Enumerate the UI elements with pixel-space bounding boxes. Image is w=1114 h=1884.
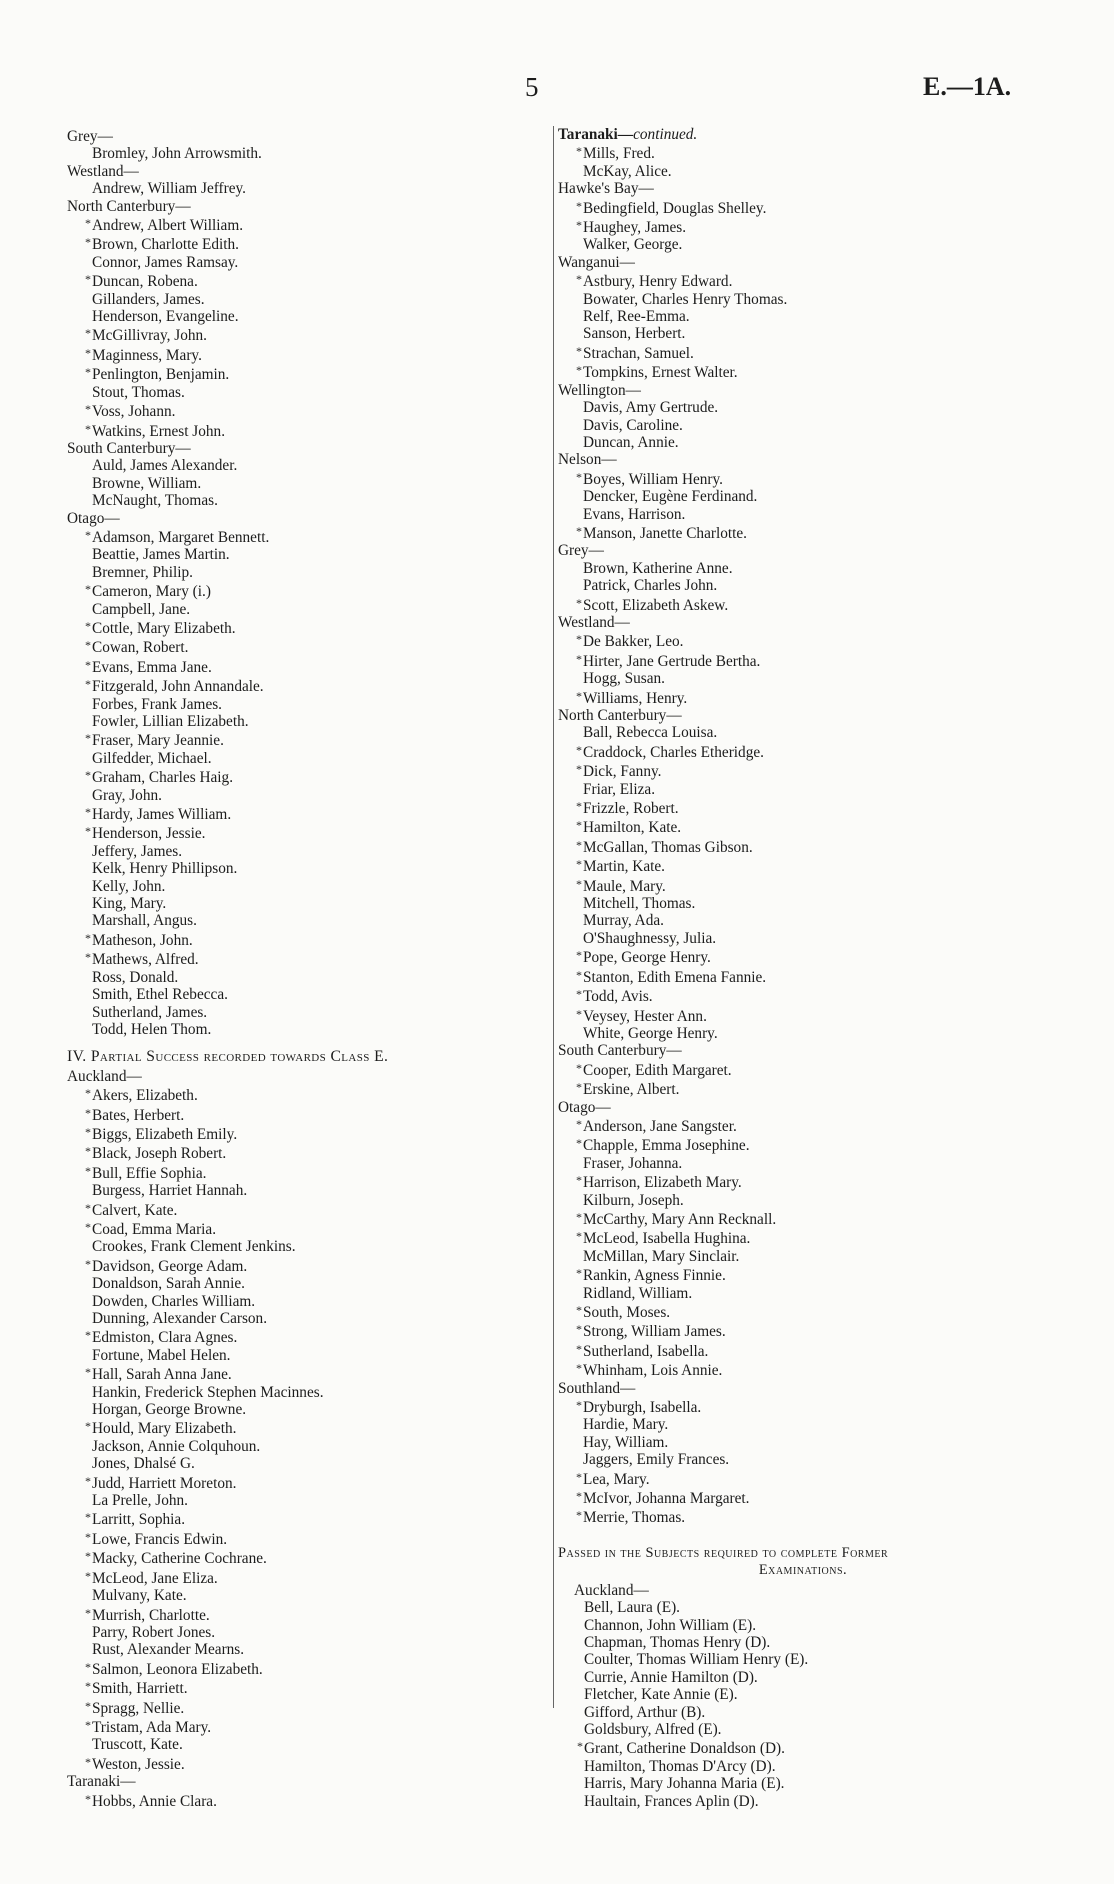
region-block (67, 1773, 537, 1810)
list-item: Haultain, Frances Aplin (D). (584, 1792, 759, 1810)
list-item: * Martin, Kate. (558, 856, 1048, 875)
list-item: * Calvert, Kate. (67, 1200, 537, 1219)
list-item: * Smith, Harriett. (67, 1678, 537, 1697)
list-item: La Prelle, John. (92, 1492, 189, 1510)
list-item: Bromley, John Arrowsmith. (92, 145, 262, 163)
continued-entries (558, 143, 1048, 180)
list-item: White, George Henry. (583, 1024, 718, 1042)
region-block (558, 1042, 1048, 1098)
list-item: Smith, Ethel Rebecca. (92, 986, 228, 1004)
list-item: * Erskine, Albert. (558, 1079, 1048, 1098)
list-item: Friar, Eliza. (583, 780, 656, 798)
list-item: * Whinham, Lois Annie. (558, 1360, 1048, 1379)
region-block (558, 1380, 1048, 1527)
list-item: * Macky, Catherine Cochrane. (67, 1548, 537, 1567)
region-block (558, 382, 1048, 452)
list-item: * McLeod, Jane Eliza. (67, 1568, 537, 1587)
list-item: * Adamson, Margaret Bennett. (67, 527, 537, 546)
list-item: * Bull, Effie Sophia. (67, 1163, 537, 1182)
list-item: * Cooper, Edith Margaret. (558, 1060, 1048, 1079)
list-item: * Cameron, Mary (i.) (67, 581, 537, 600)
list-item: Browne, William. (92, 474, 202, 492)
list-item: McKay, Alice. (583, 162, 672, 180)
list-item: Bowater, Charles Henry Thomas. (583, 290, 788, 308)
list-item: Gray, John. (92, 786, 162, 804)
list-item: Bell, Laura (E). (584, 1599, 680, 1617)
list-item: * Tompkins, Ernest Walter. (558, 362, 1048, 381)
list-item: * Murrish, Charlotte. (67, 1605, 537, 1624)
passed-section-heading (558, 1545, 1048, 1580)
list-item: * Henderson, Jessie. (67, 823, 537, 842)
list-item: * McLeod, Isabella Hughina. (558, 1228, 1048, 1247)
list-item: Currie, Annie Hamilton (D). (584, 1668, 758, 1686)
list-item: * McGallan, Thomas Gibson. (558, 837, 1048, 856)
region-block (558, 1099, 1048, 1380)
list-item: * Weston, Jessie. (67, 1754, 537, 1773)
left-column (67, 128, 537, 1810)
list-item: * Stanton, Edith Emena Fannie. (558, 967, 1048, 986)
list-item: * Maginness, Mary. (67, 345, 537, 364)
list-item: Coulter, Thomas William Henry (E). (584, 1651, 809, 1669)
region-heading: Wellington— (558, 381, 641, 399)
list-item: Marshall, Angus. (92, 912, 197, 930)
list-item: Harris, Mary Johanna Maria (E). (584, 1775, 785, 1793)
list-item: * Astbury, Henry Edward. (558, 271, 1048, 290)
continued-label: continued. (633, 126, 698, 143)
right-region-groups (558, 180, 1048, 1527)
list-item: Davis, Caroline. (583, 416, 683, 434)
list-item: Ross, Donald. (92, 968, 179, 986)
section-iv-heading: IV. Partial Success recorded towards Class E. (67, 1048, 389, 1066)
region-heading: North Canterbury— (67, 197, 191, 215)
region-heading: Wanganui— (558, 253, 635, 271)
list-item: * Voss, Johann. (67, 401, 537, 420)
list-item: Mulvany, Kate. (92, 1587, 187, 1605)
list-item: * Hall, Sarah Anna Jane. (67, 1364, 537, 1383)
list-item: Jeffery, James. (92, 842, 183, 860)
list-item: * Larritt, Sophia. (67, 1509, 537, 1528)
list-item: * Cottle, Mary Elizabeth. (67, 618, 537, 637)
list-item: Henderson, Evangeline. (92, 308, 239, 326)
list-item: * Merrie, Thomas. (558, 1507, 1048, 1526)
region-heading: South Canterbury— (558, 1042, 682, 1060)
list-item: Gilfedder, Michael. (92, 749, 212, 767)
list-item: * Bedingfield, Douglas Shelley. (558, 198, 1048, 217)
region-block (558, 451, 1048, 542)
list-item: * Rankin, Agness Finnie. (558, 1265, 1048, 1284)
list-item: Chapman, Thomas Henry (D). (584, 1633, 771, 1651)
list-item: Gifford, Arthur (B). (584, 1703, 706, 1721)
list-item: Dencker, Eugène Ferdinand. (583, 488, 758, 506)
list-item: * Mathews, Alfred. (67, 949, 537, 968)
list-item: Andrew, William Jeffrey. (92, 180, 247, 198)
list-item: * Lea, Mary. (558, 1469, 1048, 1488)
list-item: * Haughey, James. (558, 217, 1048, 236)
list-item: Murray, Ada. (583, 912, 664, 930)
list-item: McMillan, Mary Sinclair. (583, 1247, 740, 1265)
list-item: * South, Moses. (558, 1302, 1048, 1321)
passed-heading-line1: Passed in the Subjects required to complete Former (558, 1544, 889, 1561)
list-item: * Manson, Janette Charlotte. (558, 523, 1048, 542)
list-item: Hamilton, Thomas D'Arcy (D). (584, 1757, 776, 1775)
list-item: Truscott, Kate. (92, 1736, 183, 1754)
list-item: Sutherland, James. (92, 1003, 208, 1021)
list-item: Forbes, Frank James. (92, 695, 223, 713)
list-item: * Duncan, Robena. (67, 271, 537, 290)
continued-region-heading (558, 126, 1048, 143)
continued-region-name: Taranaki— (558, 126, 634, 143)
list-item: Hardie, Mary. (583, 1416, 669, 1434)
list-item: * Todd, Avis. (558, 986, 1048, 1005)
list-item: * Maule, Mary. (558, 876, 1048, 895)
list-item: * McCarthy, Mary Ann Recknall. (558, 1209, 1048, 1228)
list-item: Davis, Amy Gertrude. (583, 399, 719, 417)
section-iv-groups (67, 1068, 537, 1810)
list-item: Hay, William. (583, 1433, 669, 1451)
page-number: 5 (525, 72, 539, 102)
list-item: Jackson, Annie Colquhoun. (92, 1437, 261, 1455)
list-item: * Harrison, Elizabeth Mary. (558, 1172, 1048, 1191)
list-item: * Dick, Fanny. (558, 761, 1048, 780)
passed-region-heading: Auckland— (574, 1581, 649, 1599)
list-item: Connor, James Ramsay. (92, 253, 239, 271)
region-block (67, 1068, 537, 1773)
region-heading: Grey— (67, 128, 113, 145)
list-item: Duncan, Annie. (583, 433, 679, 451)
region-heading: Southland— (558, 1379, 636, 1397)
list-item: * Tristam, Ada Mary. (67, 1717, 537, 1736)
list-item: * Pope, George Henry. (558, 947, 1048, 966)
list-item: * Penlington, Benjamin. (67, 364, 537, 383)
right-column (553, 126, 1048, 1810)
list-item: Burgess, Harriet Hannah. (92, 1182, 248, 1200)
list-item: * Bates, Herbert. (67, 1105, 537, 1124)
list-item: Kilburn, Joseph. (583, 1191, 684, 1209)
list-item: * Brown, Charlotte Edith. (67, 234, 537, 253)
list-item: * Evans, Emma Jane. (67, 657, 537, 676)
list-item: * McIvor, Johanna Margaret. (558, 1488, 1048, 1507)
list-item: * Graham, Charles Haig. (67, 767, 537, 786)
region-heading: Taranaki— (67, 1773, 136, 1791)
list-item: Dowden, Charles William. (92, 1292, 256, 1310)
list-item: Hogg, Susan. (583, 670, 666, 688)
list-item: * Hirter, Jane Gertrude Bertha. (558, 651, 1048, 670)
region-heading: North Canterbury— (558, 707, 682, 724)
list-item: * Anderson, Jane Sangster. (558, 1116, 1048, 1135)
list-item: * Scott, Elizabeth Askew. (558, 595, 1048, 614)
list-item: Donaldson, Sarah Annie. (92, 1275, 245, 1293)
list-item: * Frizzle, Robert. (558, 798, 1048, 817)
region-block (67, 510, 537, 1039)
list-item: Auld, James Alexander. (92, 457, 238, 475)
passed-heading-line2: Examinations. (758, 1562, 848, 1579)
list-item: * Edmiston, Clara Agnes. (67, 1327, 537, 1346)
list-item: Horgan, George Browne. (92, 1401, 247, 1419)
list-item: * Hobbs, Annie Clara. (67, 1791, 537, 1810)
list-item: Bremner, Philip. (92, 563, 193, 581)
list-item: Sanson, Herbert. (583, 325, 686, 343)
list-item: Campbell, Jane. (92, 600, 191, 618)
list-item: * Sutherland, Isabella. (558, 1341, 1048, 1360)
region-heading: Otago— (558, 1098, 611, 1116)
list-item: King, Mary. (92, 895, 167, 913)
list-item: * Strong, William James. (558, 1321, 1048, 1340)
list-item: Crookes, Frank Clement Jenkins. (92, 1238, 296, 1256)
region-heading: Westland— (67, 162, 139, 180)
region-block (67, 440, 537, 510)
list-item: Parry, Robert Jones. (92, 1623, 216, 1641)
list-item: Channon, John William (E). (584, 1616, 757, 1634)
list-item: * Spragg, Nellie. (67, 1698, 537, 1717)
list-item: * Black, Joseph Robert. (67, 1143, 537, 1162)
list-item: * Fitzgerald, John Annandale. (67, 676, 537, 695)
list-item: * Chapple, Emma Josephine. (558, 1135, 1048, 1154)
list-item: Brown, Katherine Anne. (583, 559, 733, 577)
list-item: Mitchell, Thomas. (583, 895, 696, 913)
list-item: Fletcher, Kate Annie (E). (584, 1686, 738, 1704)
list-item: * Hamilton, Kate. (558, 817, 1048, 836)
region-block (67, 128, 537, 163)
list-item: Relf, Ree-Emma. (583, 308, 690, 326)
list-item: Stout, Thomas. (92, 383, 185, 401)
list-item: Fortune, Mabel Helen. (92, 1346, 231, 1364)
region-block (67, 163, 537, 198)
list-item: McNaught, Thomas. (92, 492, 218, 510)
region-block (67, 198, 537, 440)
region-heading: Hawke's Bay— (558, 180, 654, 198)
list-item: * Williams, Henry. (558, 688, 1048, 707)
list-item: * McGillivray, John. (67, 325, 537, 344)
list-item: Fowler, Lillian Elizabeth. (92, 713, 249, 730)
list-item: * Biggs, Elizabeth Emily. (67, 1124, 537, 1143)
list-item: Dunning, Alexander Carson. (92, 1310, 268, 1327)
list-item: * Craddock, Charles Etheridge. (558, 742, 1048, 761)
list-item: * Grant, Catherine Donaldson (D). (559, 1738, 1048, 1757)
list-item: * Hould, Mary Elizabeth. (67, 1418, 537, 1437)
region-block (558, 707, 1048, 1042)
list-item: Hankin, Frederick Stephen Macinnes. (92, 1383, 324, 1401)
list-item: Ball, Rebecca Louisa. (583, 724, 718, 742)
region-heading: South Canterbury— (67, 439, 191, 457)
document-code: E.—1A. (923, 72, 1012, 101)
region-heading: Westland— (558, 613, 630, 631)
region-heading: Nelson— (558, 451, 617, 469)
list-item: * Cowan, Robert. (67, 637, 537, 656)
region-block (558, 254, 1048, 382)
list-item: Patrick, Charles John. (583, 577, 718, 595)
list-item: * Mills, Fred. (558, 143, 1048, 162)
list-item: Beattie, James Martin. (92, 546, 230, 564)
list-item: Jaggers, Emily Frances. (583, 1451, 730, 1469)
list-item: Evans, Harrison. (583, 505, 686, 523)
list-item: Gillanders, James. (92, 290, 205, 308)
list-item: Fraser, Johanna. (583, 1154, 683, 1172)
list-item: * Judd, Harriett Moreton. (67, 1473, 537, 1492)
region-block (558, 614, 1048, 707)
list-item: * Boyes, William Henry. (558, 469, 1048, 488)
region-heading: Auckland— (67, 1067, 142, 1085)
region-block (558, 180, 1048, 254)
list-item: Rust, Alexander Mearns. (92, 1641, 245, 1659)
list-item: * Salmon, Leonora Elizabeth. (67, 1659, 537, 1678)
list-item: * Matheson, John. (67, 930, 537, 949)
list-item: * Hardy, James William. (67, 804, 537, 823)
list-item: * Akers, Elizabeth. (67, 1085, 537, 1104)
list-item: * Watkins, Ernest John. (67, 421, 537, 440)
region-heading: Otago— (67, 509, 120, 527)
list-item: * Veysey, Hester Ann. (558, 1006, 1048, 1025)
list-item: * Lowe, Francis Edwin. (67, 1529, 537, 1548)
list-item: O'Shaughnessy, Julia. (583, 929, 717, 947)
list-item: * Strachan, Samuel. (558, 343, 1048, 362)
list-item: Goldsbury, Alfred (E). (584, 1720, 722, 1738)
list-item: * Coad, Emma Maria. (67, 1219, 537, 1238)
list-item: Jones, Dhalsé G. (92, 1455, 195, 1473)
left-region-groups (67, 128, 537, 1038)
list-item: Kelly, John. (92, 877, 166, 895)
region-heading: Grey— (558, 542, 604, 560)
list-item: Ridland, William. (583, 1284, 693, 1302)
list-item: * Dryburgh, Isabella. (558, 1397, 1048, 1416)
list-item: * Andrew, Albert William. (67, 215, 537, 234)
list-item: * De Bakker, Leo. (558, 631, 1048, 650)
region-block (558, 542, 1048, 614)
list-item: * Fraser, Mary Jeannie. (67, 730, 537, 749)
list-item: Walker, George. (583, 236, 683, 254)
list-item: Todd, Helen Thom. (92, 1020, 212, 1038)
passed-entries (558, 1599, 1048, 1810)
list-item: * Davidson, George Adam. (67, 1256, 537, 1275)
list-item: Kelk, Henry Phillipson. (92, 860, 238, 878)
